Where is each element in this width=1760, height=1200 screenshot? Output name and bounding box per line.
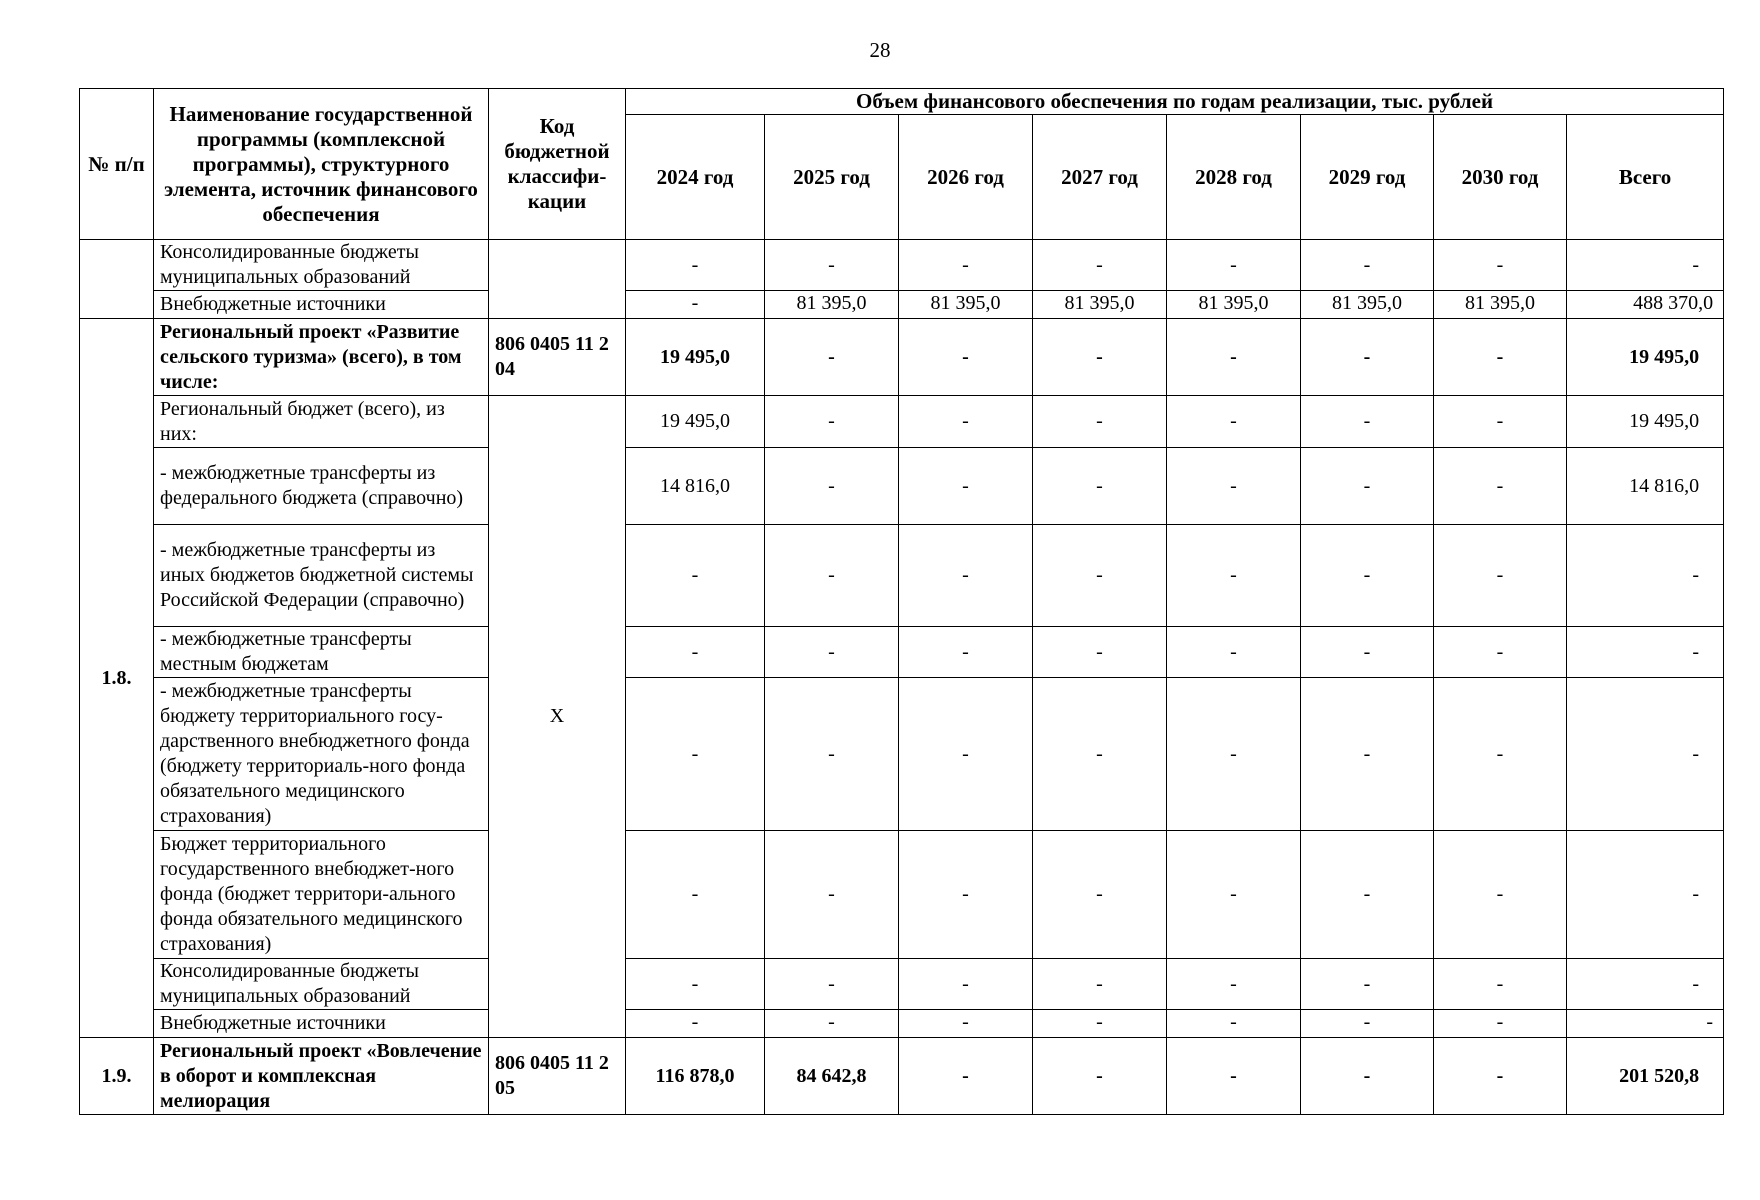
- value-cell: -: [1301, 319, 1434, 396]
- table-row: [80, 319, 1724, 396]
- value-cell: -: [626, 678, 765, 831]
- value-cell: -: [1167, 1038, 1301, 1115]
- total-cell: 488 370,0: [1567, 291, 1724, 319]
- value-cell: -: [1301, 525, 1434, 627]
- value-cell: -: [626, 1010, 765, 1038]
- value-cell: -: [626, 525, 765, 627]
- value-cell: -: [1434, 627, 1567, 678]
- value-cell: 81 395,0: [1434, 291, 1567, 319]
- value-cell: -: [1301, 1010, 1434, 1038]
- total-cell: -: [1567, 1010, 1724, 1038]
- value-cell: -: [1301, 959, 1434, 1010]
- row-num: 1.9.: [80, 1038, 154, 1115]
- value-cell: -: [1033, 678, 1167, 831]
- header-year-2030: 2030 год: [1434, 115, 1567, 240]
- value-cell: -: [765, 396, 899, 448]
- value-cell: -: [1033, 959, 1167, 1010]
- value-cell: -: [899, 678, 1033, 831]
- row-name: - межбюджетные трансферты из иных бюджетов бюджетной системы Российской Федерации (справочно): [154, 525, 489, 627]
- value-cell: -: [1167, 1010, 1301, 1038]
- value-cell: -: [1434, 396, 1567, 448]
- value-cell: -: [626, 959, 765, 1010]
- value-cell: -: [899, 627, 1033, 678]
- table-row: [80, 627, 1724, 678]
- row-name: - межбюджетные трансферты бюджету территориального госу-дарственного внебюджетного фонда (бюджету территориаль-ного фонда обязательного медицинского страхования): [154, 678, 489, 831]
- table-row: [80, 525, 1724, 627]
- value-cell: -: [1033, 831, 1167, 959]
- value-cell: -: [1301, 627, 1434, 678]
- value-cell: -: [1167, 627, 1301, 678]
- value-cell: -: [765, 831, 899, 959]
- value-cell: -: [1434, 831, 1567, 959]
- row-code: 806 0405 11 2 05: [489, 1038, 626, 1115]
- value-cell: -: [1167, 959, 1301, 1010]
- table-row: [80, 291, 1724, 319]
- value-cell: -: [1033, 525, 1167, 627]
- value-cell: -: [1301, 1038, 1434, 1115]
- header-year-2026: 2026 год: [899, 115, 1033, 240]
- header-funding-title: Объем финансового обеспечения по годам реализации, тыс. рублей: [626, 89, 1724, 115]
- value-cell: -: [1033, 1010, 1167, 1038]
- value-cell: -: [899, 319, 1033, 396]
- row-name: Бюджет территориального государственного внебюджет-ного фонда (бюджет территори-ального фонда обязательного медицинского страхования): [154, 831, 489, 959]
- value-cell: -: [765, 319, 899, 396]
- header-name: Наименование государственной программы (комплексной программы), структурного элемента, источник финансового обеспечения: [154, 89, 489, 240]
- table-row: [80, 959, 1724, 1010]
- value-cell: -: [1167, 678, 1301, 831]
- value-cell: -: [1167, 396, 1301, 448]
- row-code-cell: [489, 240, 626, 319]
- value-cell: -: [1033, 240, 1167, 291]
- row-num: 1.8.: [80, 319, 154, 1038]
- value-cell: -: [899, 831, 1033, 959]
- row-name: Региональный проект «Вовлечение в оборот и комплексная мелиорация: [154, 1038, 489, 1115]
- row-name: - межбюджетные трансферты местным бюджетам: [154, 627, 489, 678]
- value-cell: -: [1033, 448, 1167, 525]
- value-cell: -: [765, 525, 899, 627]
- header-year-2027: 2027 год: [1033, 115, 1167, 240]
- value-cell: 81 395,0: [1301, 291, 1434, 319]
- total-cell: -: [1567, 627, 1724, 678]
- value-cell: -: [899, 240, 1033, 291]
- value-cell: -: [765, 448, 899, 525]
- total-cell: 201 520,8: [1567, 1038, 1724, 1115]
- total-cell: -: [1567, 959, 1724, 1010]
- total-cell: 14 816,0: [1567, 448, 1724, 525]
- value-cell: -: [1434, 1038, 1567, 1115]
- value-cell: -: [899, 1038, 1033, 1115]
- value-cell: -: [1434, 240, 1567, 291]
- header-total: Всего: [1567, 115, 1724, 240]
- value-cell: -: [1434, 1010, 1567, 1038]
- value-cell: -: [626, 240, 765, 291]
- value-cell: 81 395,0: [765, 291, 899, 319]
- header-code: Код бюджетной классифи-кации: [489, 89, 626, 240]
- value-cell: -: [626, 291, 765, 319]
- row-num-cell: [80, 240, 154, 319]
- value-cell: -: [626, 831, 765, 959]
- value-cell: -: [899, 525, 1033, 627]
- header-year-2029: 2029 год: [1301, 115, 1434, 240]
- row-name: - межбюджетные трансферты из федерального бюджета (справочно): [154, 448, 489, 525]
- value-cell: -: [1434, 448, 1567, 525]
- header-year-2028: 2028 год: [1167, 115, 1301, 240]
- header-year-2025: 2025 год: [765, 115, 899, 240]
- financing-table: [79, 88, 1724, 1115]
- value-cell: 19 495,0: [626, 396, 765, 448]
- table-row: [80, 1038, 1724, 1115]
- value-cell: 84 642,8: [765, 1038, 899, 1115]
- value-cell: -: [1167, 525, 1301, 627]
- header-num: № п/п: [80, 89, 154, 240]
- value-cell: 81 395,0: [899, 291, 1033, 319]
- value-cell: 81 395,0: [1167, 291, 1301, 319]
- value-cell: -: [626, 627, 765, 678]
- total-cell: -: [1567, 831, 1724, 959]
- value-cell: -: [1167, 240, 1301, 291]
- value-cell: 81 395,0: [1033, 291, 1167, 319]
- page-number: 28: [869, 38, 891, 62]
- row-code: 806 0405 11 2 04: [489, 319, 626, 396]
- value-cell: -: [1167, 448, 1301, 525]
- value-cell: -: [899, 396, 1033, 448]
- value-cell: -: [1033, 396, 1167, 448]
- row-name: Внебюджетные источники: [154, 291, 489, 319]
- value-cell: -: [1033, 319, 1167, 396]
- value-cell: 116 878,0: [626, 1038, 765, 1115]
- table-row: [80, 678, 1724, 831]
- table-row: [80, 240, 1724, 291]
- table-row: [80, 1010, 1724, 1038]
- value-cell: -: [1167, 319, 1301, 396]
- total-cell: -: [1567, 240, 1724, 291]
- row-name: Внебюджетные источники: [154, 1010, 489, 1038]
- value-cell: -: [1301, 678, 1434, 831]
- value-cell: 14 816,0: [626, 448, 765, 525]
- value-cell: -: [899, 959, 1033, 1010]
- row-name: Консолидированные бюджеты муниципальных образований: [154, 959, 489, 1010]
- total-cell: 19 495,0: [1567, 319, 1724, 396]
- value-cell: -: [1301, 831, 1434, 959]
- value-cell: -: [1434, 319, 1567, 396]
- total-cell: 19 495,0: [1567, 396, 1724, 448]
- value-cell: -: [899, 1010, 1033, 1038]
- value-cell: -: [765, 678, 899, 831]
- total-cell: -: [1567, 678, 1724, 831]
- table-row: [80, 831, 1724, 959]
- value-cell: -: [765, 1010, 899, 1038]
- value-cell: -: [1434, 678, 1567, 831]
- value-cell: -: [765, 240, 899, 291]
- value-cell: 19 495,0: [626, 319, 765, 396]
- row-name: Региональный проект «Развитие сельского туризма» (всего), в том числе:: [154, 319, 489, 396]
- row-code: X: [489, 396, 626, 1038]
- value-cell: -: [1033, 627, 1167, 678]
- row-name: Консолидированные бюджеты муниципальных образований: [154, 240, 489, 291]
- value-cell: -: [1301, 396, 1434, 448]
- value-cell: -: [765, 627, 899, 678]
- row-name: Региональный бюджет (всего), из них:: [154, 396, 489, 448]
- value-cell: -: [765, 959, 899, 1010]
- value-cell: -: [1033, 1038, 1167, 1115]
- total-cell: -: [1567, 525, 1724, 627]
- value-cell: -: [1167, 831, 1301, 959]
- value-cell: -: [1434, 959, 1567, 1010]
- value-cell: -: [1301, 240, 1434, 291]
- value-cell: -: [1434, 525, 1567, 627]
- table-row: [80, 448, 1724, 525]
- table-row: [80, 396, 1724, 448]
- value-cell: -: [1301, 448, 1434, 525]
- value-cell: -: [899, 448, 1033, 525]
- header-year-2024: 2024 год: [626, 115, 765, 240]
